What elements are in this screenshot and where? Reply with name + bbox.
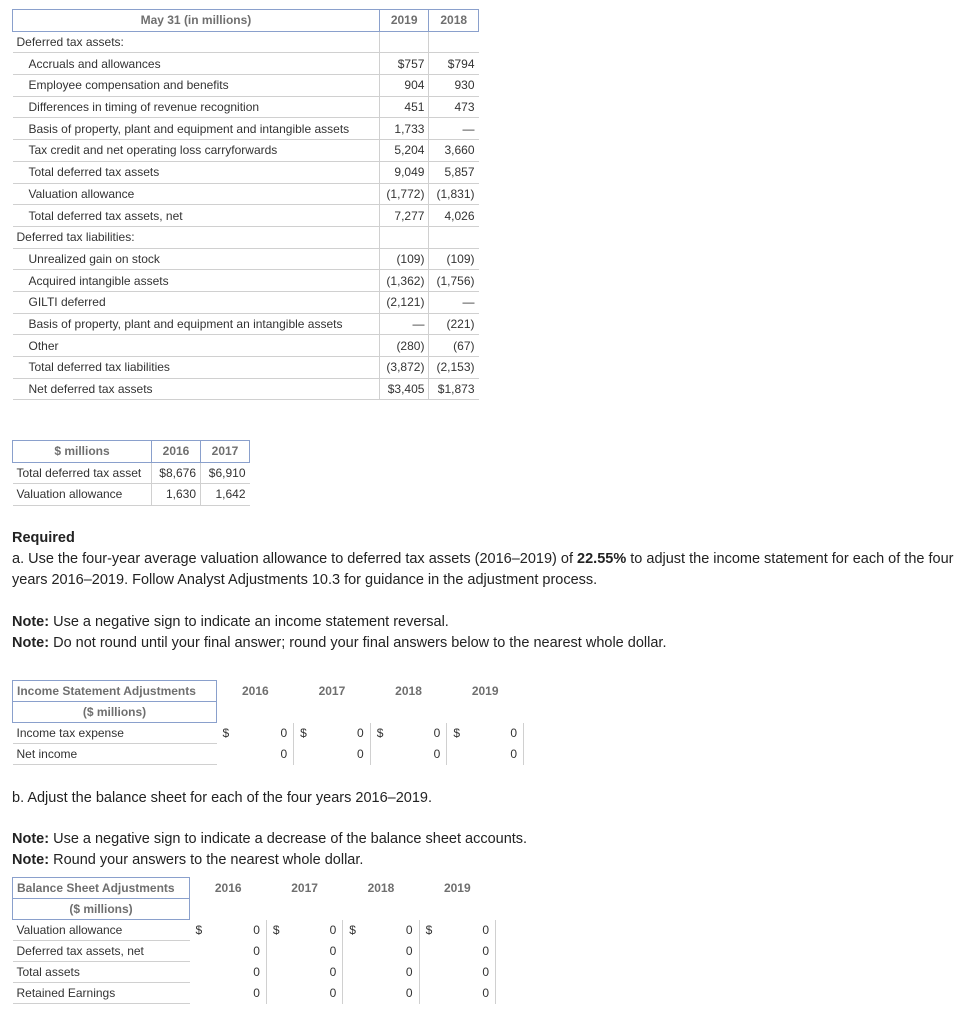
value-2016: $8,676: [152, 462, 201, 484]
currency-symbol: [343, 962, 381, 983]
currency-symbol: $: [272, 923, 280, 937]
value-2018: (109): [429, 248, 479, 270]
income-statement-adjustments-table: [12, 680, 524, 765]
part-b-instructions: b. Adjust the balance sheet for each of the four years 2016–2019.: [12, 790, 432, 806]
table-header-row: [13, 878, 496, 899]
note-a2: Note: Do not round until your final answer; round your final answers below to the nearest whole dollar.: [12, 635, 667, 651]
adjustment-input-2019[interactable]: 0: [457, 962, 495, 983]
value-2019: (280): [379, 335, 429, 357]
currency-symbol: $: [425, 923, 433, 937]
deferred-tax-table: [12, 9, 479, 400]
row-label: Tax credit and net operating loss carryforwards: [13, 140, 380, 162]
value-2016: 1,630: [152, 484, 201, 506]
year-2017: 2017: [291, 881, 318, 895]
table-row: [13, 462, 250, 484]
row-label: Deferred tax liabilities:: [13, 226, 380, 248]
table-header-row: [13, 10, 479, 32]
row-label: Valuation allowance: [13, 183, 380, 205]
adjustment-input-2019[interactable]: 0: [457, 920, 495, 941]
value-2019: (109): [379, 248, 429, 270]
adjustment-input-2016[interactable]: 0: [227, 962, 266, 983]
value-2019: 1,733: [379, 118, 429, 140]
currency-symbol: $: [376, 726, 384, 740]
row-label: GILTI deferred: [13, 291, 380, 313]
currency-symbol: [190, 962, 228, 983]
table-row: [13, 484, 250, 506]
table-row: [13, 118, 479, 140]
value-2019: $757: [379, 53, 429, 75]
table-header-row: [13, 441, 250, 463]
balance-adj-unit: ($ millions): [13, 899, 190, 920]
currency-symbol: [294, 744, 332, 765]
currency-symbol: $: [453, 726, 461, 740]
table-row: [13, 161, 479, 183]
row-label: Total deferred tax assets: [13, 161, 380, 183]
adjustment-input-2016[interactable]: 0: [254, 723, 293, 744]
row-label: Total deferred tax assets, net: [13, 205, 380, 227]
adjustment-input-2018[interactable]: 0: [381, 941, 419, 962]
table-row: [13, 291, 479, 313]
header-label: May 31 (in millions): [13, 10, 380, 32]
currency-symbol: [447, 744, 485, 765]
value-2018: [429, 226, 479, 248]
currency-symbol: [217, 744, 255, 765]
value-2018: 5,857: [429, 161, 479, 183]
adjustment-input-2016[interactable]: 0: [227, 983, 266, 1004]
table-row: [13, 270, 479, 292]
table-row: [13, 357, 479, 379]
currency-symbol: [266, 962, 304, 983]
header-year-2017: 2017: [201, 441, 250, 463]
currency-symbol: [419, 941, 457, 962]
note-a1: Note: Use a negative sign to indicate an income statement reversal.: [12, 614, 449, 630]
part-a-notes: [12, 612, 962, 654]
row-label: Net deferred tax assets: [13, 378, 380, 400]
value-2018: —: [429, 118, 479, 140]
value-2018: 4,026: [429, 205, 479, 227]
row-label: Other: [13, 335, 380, 357]
value-2019: (2,121): [379, 291, 429, 313]
value-2019: (1,772): [379, 183, 429, 205]
table-row: [13, 723, 524, 744]
row-label: Unrealized gain on stock: [13, 248, 380, 270]
table-row: [13, 378, 479, 400]
value-2019: 451: [379, 96, 429, 118]
year-2018: 2018: [367, 881, 395, 895]
currency-symbol: $: [349, 923, 356, 937]
value-2019: —: [379, 313, 429, 335]
row-label: Net income: [13, 744, 217, 765]
value-2019: (3,872): [379, 357, 429, 379]
row-label: Accruals and allowances: [13, 53, 380, 75]
value-2018: (1,831): [429, 183, 479, 205]
adjustment-input-2017[interactable]: 0: [332, 744, 370, 765]
year-2019: 2019: [443, 881, 471, 895]
adjustment-input-2018[interactable]: 0: [381, 920, 419, 941]
table-unit-row: [13, 702, 524, 723]
header-year-2016: 2016: [152, 441, 201, 463]
balance-adj-title: Balance Sheet Adjustments: [13, 878, 190, 899]
row-label: Retained Earnings: [13, 983, 190, 1004]
adjustment-input-2018[interactable]: 0: [409, 744, 447, 765]
value-2018: $794: [429, 53, 479, 75]
table-row: [13, 313, 479, 335]
table-row: [13, 53, 479, 75]
adjustment-input-2017[interactable]: 0: [305, 920, 343, 941]
row-label: Differences in timing of revenue recognition: [13, 96, 380, 118]
currency-symbol: [266, 983, 304, 1004]
adjustment-input-2017[interactable]: 0: [305, 962, 343, 983]
value-2019: (1,362): [379, 270, 429, 292]
row-label: Valuation allowance: [13, 920, 190, 941]
row-label: Deferred tax assets:: [13, 31, 380, 53]
table-row: [13, 140, 479, 162]
adjustment-input-2017[interactable]: 0: [305, 983, 343, 1004]
adjustment-input-2019[interactable]: 0: [457, 941, 495, 962]
currency-symbol: [370, 744, 408, 765]
adjustment-input-2016[interactable]: 0: [254, 744, 293, 765]
row-label: Basis of property, plant and equipment an intangible assets: [13, 313, 380, 335]
value-2019: 904: [379, 75, 429, 97]
value-2018: (221): [429, 313, 479, 335]
table-row: [13, 983, 496, 1004]
required-section: [12, 528, 962, 591]
adjustment-input-2018[interactable]: 0: [409, 723, 447, 744]
row-label: Total deferred tax liabilities: [13, 357, 380, 379]
adjustment-input-2016[interactable]: 0: [227, 920, 266, 941]
table-row: [13, 31, 479, 53]
currency-symbol: [343, 983, 381, 1004]
row-label: Total deferred tax asset: [13, 462, 152, 484]
year-2018: 2018: [395, 684, 422, 698]
year-2016: 2016: [214, 881, 242, 895]
adjustment-input-2019[interactable]: 0: [457, 983, 495, 1004]
table-row: [13, 335, 479, 357]
table-row: [13, 920, 496, 941]
currency-symbol: [190, 941, 228, 962]
row-label: Basis of property, plant and equipment and intangible assets: [13, 118, 380, 140]
header-label: $ millions: [13, 441, 152, 463]
note-b2: Note: Round your answers to the nearest whole dollar.: [12, 852, 364, 868]
table-row: [13, 205, 479, 227]
value-2018: 930: [429, 75, 479, 97]
value-2017: $6,910: [201, 462, 250, 484]
row-label: Total assets: [13, 962, 190, 983]
value-2017: 1,642: [201, 484, 250, 506]
part-a-instructions: a. Use the four-year average valuation allowance to deferred tax assets (2016–2019) of 22.55% to adjust the income statement for each of the four years 2016–2019. Follow Analyst Adjustments 10.3 for guidance in the adjustment process.: [12, 551, 954, 588]
table-unit-row: [13, 899, 496, 920]
note-b1: Note: Use a negative sign to indicate a decrease of the balance sheet accounts.: [12, 831, 528, 847]
value-2018: 473: [429, 96, 479, 118]
table-row: [13, 941, 496, 962]
row-label: Acquired intangible assets: [13, 270, 380, 292]
value-2018: 3,660: [429, 140, 479, 162]
value-2018: [429, 31, 479, 53]
row-label: Valuation allowance: [13, 484, 152, 506]
value-2018: (1,756): [429, 270, 479, 292]
currency-symbol: [343, 941, 381, 962]
header-year-2018: 2018: [429, 10, 479, 32]
valuation-summary-table: [12, 440, 250, 506]
year-2019: 2019: [471, 684, 499, 698]
income-adj-title: Income Statement Adjustments: [13, 681, 217, 702]
value-2019: 9,049: [379, 161, 429, 183]
header-year-2019: 2019: [379, 10, 429, 32]
adjustment-input-2019[interactable]: 0: [485, 744, 523, 765]
currency-symbol: [419, 962, 457, 983]
required-heading: Required: [12, 530, 75, 546]
value-2019: 7,277: [379, 205, 429, 227]
part-b-notes: [12, 829, 962, 871]
year-2016: 2016: [241, 684, 269, 698]
row-label: Deferred tax assets, net: [13, 941, 190, 962]
value-2019: $3,405: [379, 378, 429, 400]
value-2018: $1,873: [429, 378, 479, 400]
currency-symbol: [419, 983, 457, 1004]
table-header-row: [13, 681, 524, 702]
value-2019: 5,204: [379, 140, 429, 162]
adjustment-input-2019[interactable]: 0: [485, 723, 523, 744]
value-2018: (2,153): [429, 357, 479, 379]
year-2017: 2017: [318, 684, 346, 698]
currency-symbol: $: [222, 726, 230, 740]
value-2019: [379, 31, 429, 53]
adjustment-input-2018[interactable]: 0: [381, 983, 419, 1004]
value-2018: —: [429, 291, 479, 313]
balance-sheet-adjustments-table: [12, 877, 496, 1004]
currency-symbol: [266, 941, 304, 962]
row-label: Income tax expense: [13, 723, 217, 744]
currency-symbol: [190, 983, 228, 1004]
adjustment-input-2016[interactable]: 0: [227, 941, 266, 962]
table-row: [13, 962, 496, 983]
income-adj-unit: ($ millions): [13, 702, 217, 723]
value-2018: (67): [429, 335, 479, 357]
adjustment-input-2017[interactable]: 0: [305, 941, 343, 962]
currency-symbol: $: [195, 923, 203, 937]
adjustment-input-2018[interactable]: 0: [381, 962, 419, 983]
table-row: [13, 226, 479, 248]
table-row: [13, 96, 479, 118]
table-row: [13, 744, 524, 765]
adjustment-input-2017[interactable]: 0: [332, 723, 370, 744]
table-row: [13, 183, 479, 205]
value-2019: [379, 226, 429, 248]
currency-symbol: $: [300, 726, 307, 740]
table-row: [13, 248, 479, 270]
row-label: Employee compensation and benefits: [13, 75, 380, 97]
table-row: [13, 75, 479, 97]
